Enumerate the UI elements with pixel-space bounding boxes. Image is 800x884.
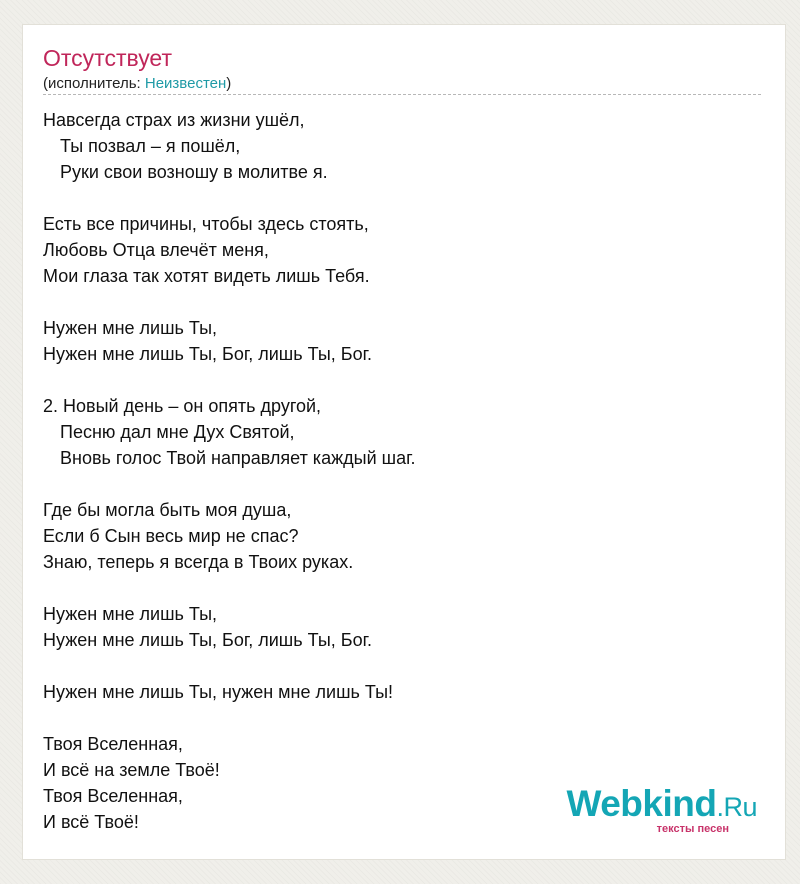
lyric-line: Если б Сын весь мир не спас? (43, 526, 299, 546)
lyric-line: Песню дал мне Дух Святой, (60, 422, 295, 442)
lyric-line: Нужен мне лишь Ты, (43, 318, 218, 338)
lyric-line: Любовь Отца влечёт меня, (43, 240, 269, 260)
webkind-logo[interactable] (566, 783, 757, 835)
song-title: Отсутствует (43, 45, 172, 71)
logo-tagline: тексты песен (656, 823, 729, 835)
lyric-blank-line (43, 185, 743, 211)
lyric-line: Нужен мне лишь Ты, нужен мне лишь Ты! (43, 682, 394, 702)
logo-main-text: Webkind (566, 783, 717, 824)
lyrics-card (22, 24, 786, 860)
lyric-line: Знаю, теперь я всегда в Твоих руках. (43, 552, 354, 572)
lyric-line: И всё на земле Твоё! (43, 760, 220, 780)
lyric-line: Ты позвал – я пошёл, (60, 136, 241, 156)
lyric-blank-line (43, 575, 743, 601)
lyrics-body (43, 107, 743, 835)
lyric-line: Руки свои возношу в молитве я. (60, 162, 328, 182)
lyric-line: 2. Новый день – он опять другой, (43, 396, 322, 416)
artist-prefix: (исполнитель: (43, 75, 145, 92)
lyric-line: Нужен мне лишь Ты, Бог, лишь Ты, Бог. (43, 344, 372, 364)
lyric-line: Где бы могла быть моя душа, (43, 500, 292, 520)
lyric-line: Есть все причины, чтобы здесь стоять, (43, 214, 369, 234)
artist-link[interactable]: Неизвестен (144, 75, 227, 92)
lyric-line: Вновь голос Твой направляет каждый шаг. (60, 448, 416, 468)
lyric-blank-line (43, 471, 743, 497)
logo-tld: .Ru (716, 792, 757, 822)
lyric-line: И всё Твоё! (43, 812, 139, 832)
lyric-blank-line (43, 289, 743, 315)
artist-line (43, 75, 231, 93)
title-divider (43, 94, 761, 95)
lyric-line: Навсегда страх из жизни ушёл, (43, 110, 305, 130)
lyric-blank-line (43, 653, 743, 679)
lyric-blank-line (43, 367, 743, 393)
lyric-line: Твоя Вселенная, (43, 734, 183, 754)
lyric-line: Мои глаза так хотят видеть лишь Тебя. (43, 266, 370, 286)
logo-wordmark (566, 783, 757, 825)
lyric-line: Нужен мне лишь Ты, (43, 604, 218, 624)
lyric-line: Твоя Вселенная, (43, 786, 183, 806)
lyric-blank-line (43, 705, 743, 731)
lyric-line: Нужен мне лишь Ты, Бог, лишь Ты, Бог. (43, 630, 372, 650)
artist-suffix: ) (226, 75, 232, 92)
